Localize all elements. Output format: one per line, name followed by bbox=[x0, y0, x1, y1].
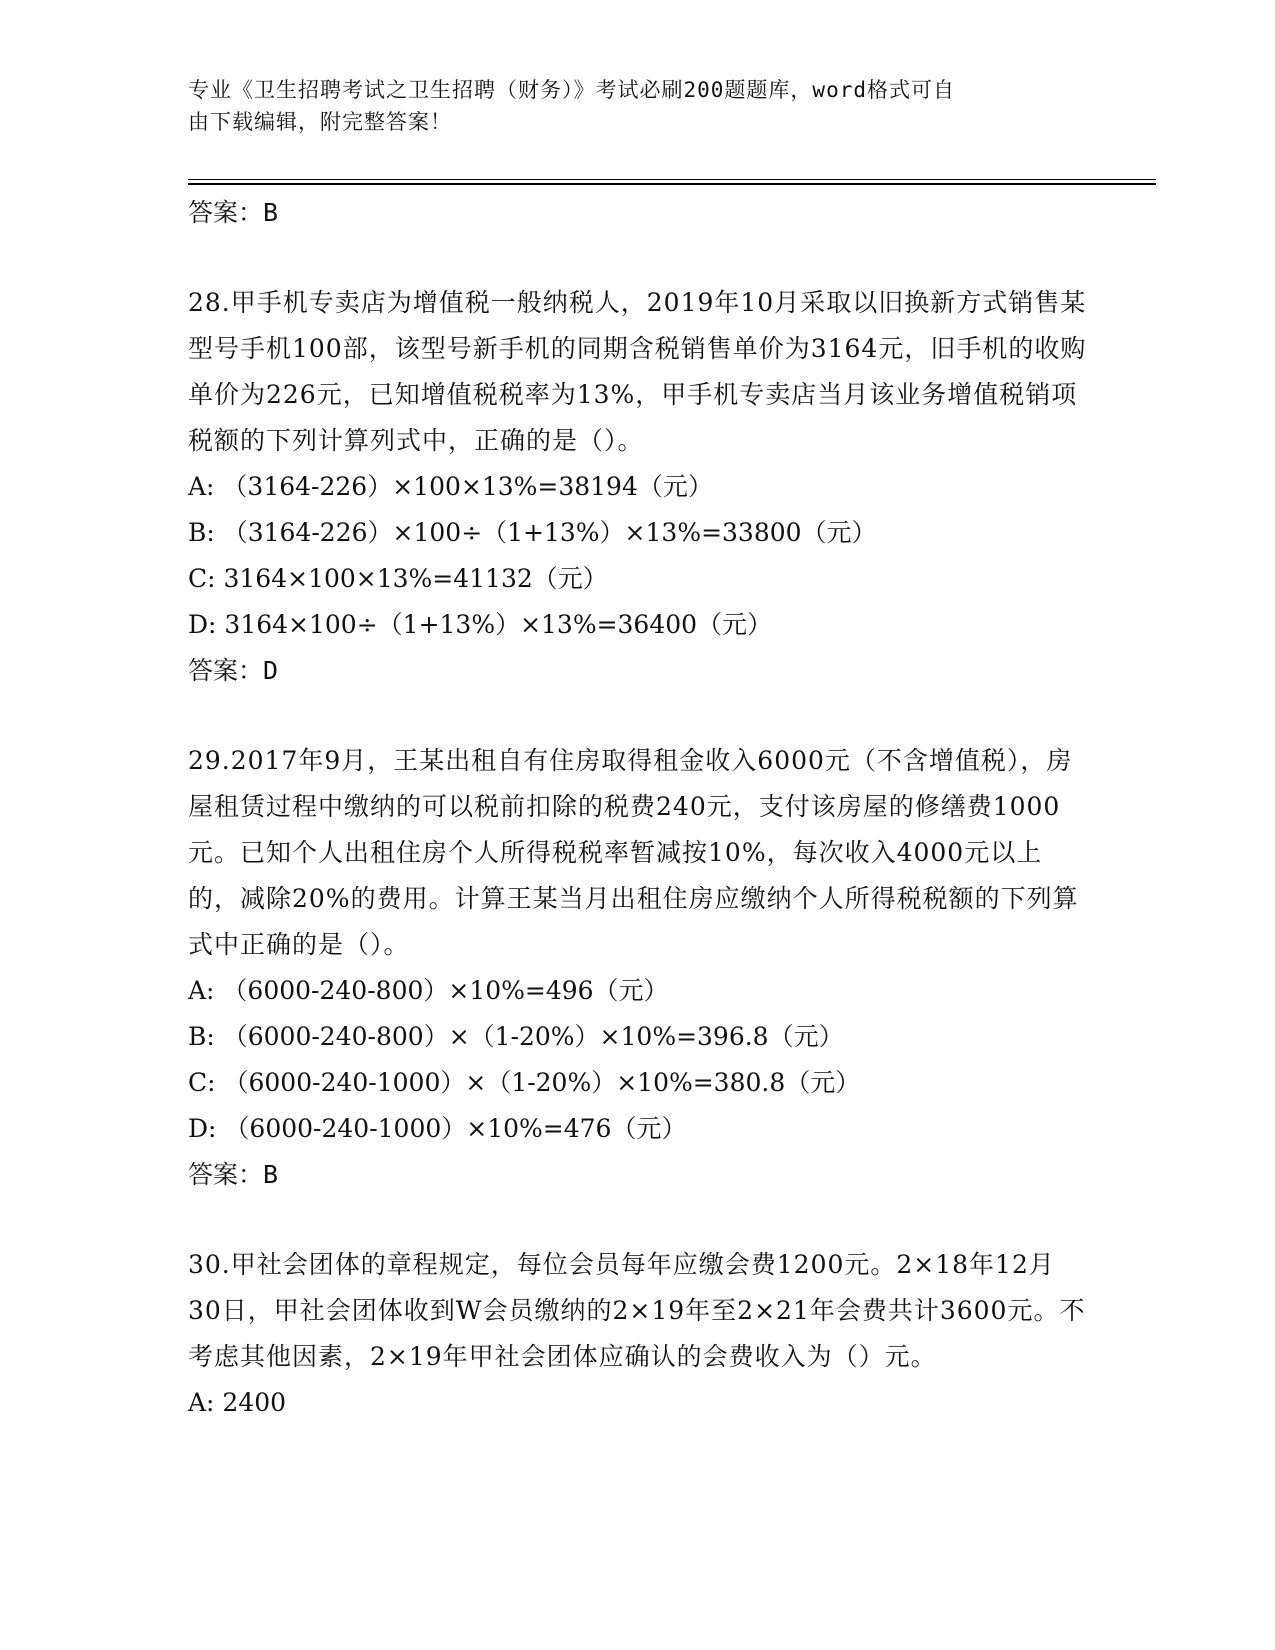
option-d: D: （6000-240-1000）×10%=476（元） bbox=[188, 1114, 687, 1143]
answer-line: 答案：B bbox=[188, 1160, 279, 1189]
header-rule-thin bbox=[188, 179, 1156, 180]
option-d: D: 3164×100÷（1+13%）×13%=36400（元） bbox=[188, 610, 773, 639]
document-header bbox=[188, 74, 1068, 138]
option-a: A: （6000-240-800）×10%=496（元） bbox=[188, 976, 669, 1005]
question-30 bbox=[188, 1242, 1088, 1426]
answer-line: 答案：D bbox=[188, 656, 279, 685]
document-body bbox=[188, 190, 1088, 1426]
answer-previous: 答案：B bbox=[188, 198, 279, 227]
option-c: C: 3164×100×13%=41132（元） bbox=[188, 564, 608, 593]
option-b: B: （6000-240-800）×（1-20%）×10%=396.8（元） bbox=[188, 1022, 844, 1051]
option-a: A: 2400 bbox=[188, 1388, 287, 1417]
option-c: C: （6000-240-1000）×（1-20%）×10%=380.8（元） bbox=[188, 1068, 861, 1097]
option-a: A: （3164-226）×100×13%=38194（元） bbox=[188, 472, 713, 501]
question-stem: 28.甲手机专卖店为增值税一般纳税人，2019年10月采取以旧换新方式销售某型号手机100部，该型号新手机的同期含税销售单价为3164元，旧手机的收购单价为226元，已知增值税税率为13%，甲手机专卖店当月该业务增值税销项税额的下列计算列式中，正确的是（）。 bbox=[188, 288, 1087, 455]
spacer bbox=[188, 1198, 1088, 1242]
spacer bbox=[188, 694, 1088, 738]
header-rule-thick bbox=[188, 183, 1156, 185]
question-29 bbox=[188, 738, 1088, 1198]
header-line-1: 专业《卫生招聘考试之卫生招聘（财务）》考试必刷200题题库，word格式可自 bbox=[188, 78, 955, 102]
header-line-2: 由下载编辑，附完整答案！ bbox=[188, 110, 452, 134]
option-b: B: （3164-226）×100÷（1+13%）×13%=33800（元） bbox=[188, 518, 877, 547]
question-stem: 29.2017年9月，王某出租自有住房取得租金收入6000元（不含增值税），房屋租赁过程中缴纳的可以税前扣除的税费240元，支付该房屋的修缮费1000元。已知个人出租住房个人所得税税率暂减按10%，每次收入4000元以上的，减除20%的费用。计算王某当月出租住房应缴纳个人所得税税额的下列算式中正确的是（）。 bbox=[188, 746, 1079, 959]
question-28 bbox=[188, 280, 1088, 694]
spacer bbox=[188, 236, 1088, 280]
question-stem: 30.甲社会团体的章程规定，每位会员每年应缴会费1200元。2×18年12月30日，甲社会团体收到W会员缴纳的2×19年至2×21年会费共计3600元。不考虑其他因素，2×19年甲社会团体应确认的会费收入为（）元。 bbox=[188, 1250, 1086, 1371]
